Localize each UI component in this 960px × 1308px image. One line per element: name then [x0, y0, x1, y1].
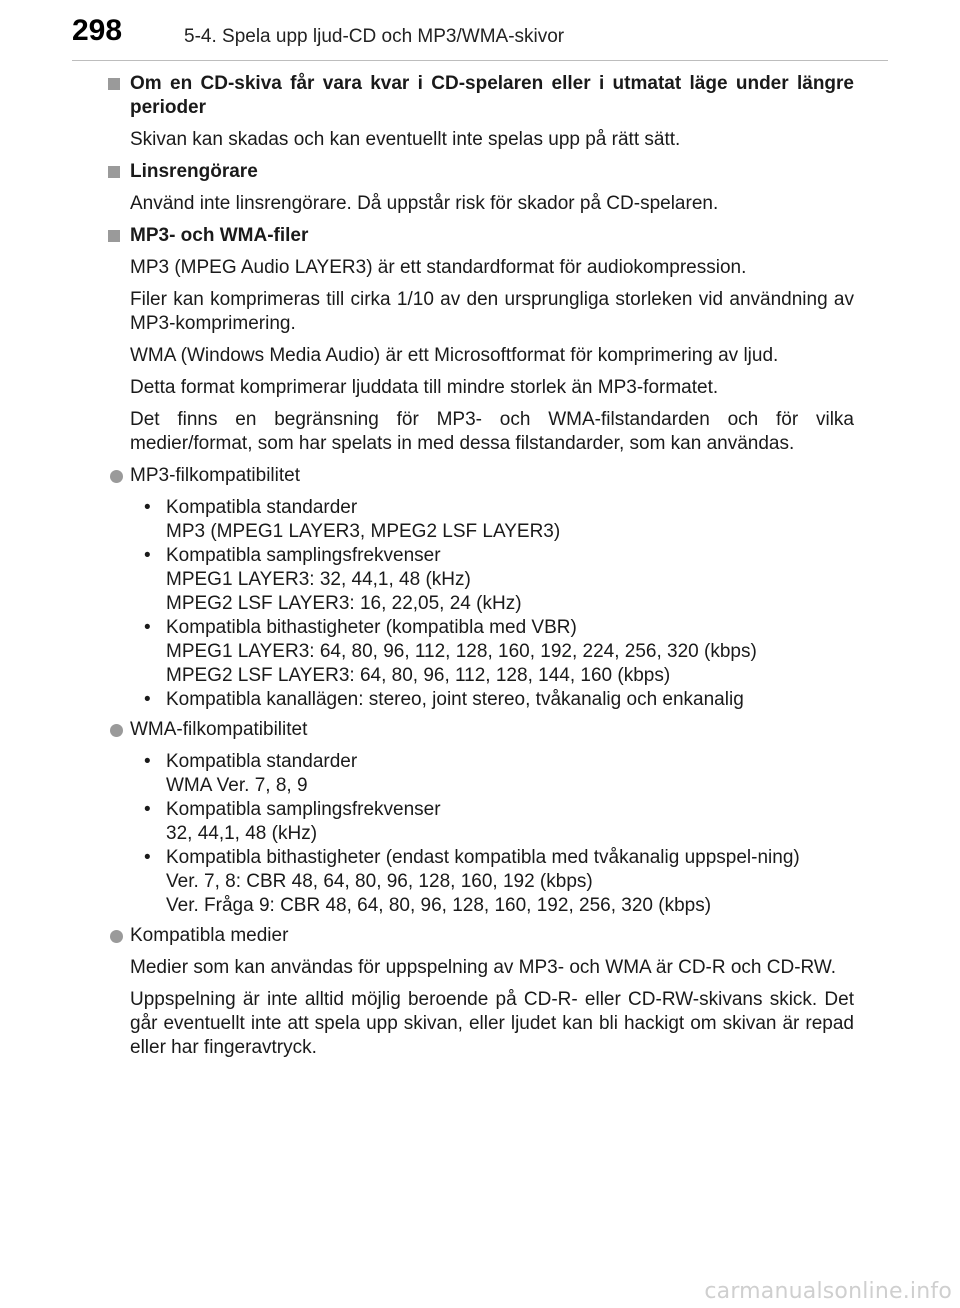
- list-item-detail: MPEG1 LAYER3: 32, 44,1, 48 (kHz): [166, 569, 471, 590]
- list-item: [140, 688, 854, 712]
- dot-bullet-icon: •: [144, 799, 151, 820]
- dot-bullet-icon: •: [144, 497, 151, 518]
- square-bullet-icon: [108, 166, 120, 178]
- circle-bullet-icon: [110, 470, 123, 483]
- page-number: 298: [72, 14, 123, 47]
- section-heading-text: Linsrengörare: [130, 161, 258, 182]
- paragraph: Skivan kan skadas och kan eventuellt inte spelas upp på rätt sätt.: [130, 129, 681, 150]
- page-content: [106, 72, 854, 1068]
- list-item-label: Kompatibla bithastigheter (endast kompatibla med tvåkanalig uppspel-ning): [166, 847, 800, 868]
- paragraph: WMA (Windows Media Audio) är ett Microsoftformat för komprimering av ljud.: [130, 345, 779, 366]
- paragraph: Det finns en begränsning för MP3- och WMA-filstandarden och för vilka medier/format, som har spelats in med dessa filstandarder, som kan användas.: [130, 409, 854, 454]
- paragraph: Medier som kan användas för uppspelning av MP3- och WMA är CD-R och CD-RW.: [130, 957, 837, 978]
- dot-bullet-icon: •: [144, 847, 151, 868]
- circle-bullet-icon: [110, 724, 123, 737]
- list-item-detail: MPEG2 LSF LAYER3: 16, 22,05, 24 (kHz): [166, 593, 522, 614]
- section-heading-text: Om en CD-skiva får vara kvar i CD-spelaren eller i utmatat läge under längre perioder: [130, 73, 854, 118]
- list-item-label: Kompatibla kanallägen: stereo, joint stereo, tvåkanalig och enkanalig: [166, 689, 744, 710]
- subsection-heading-text: WMA-filkompatibilitet: [130, 719, 308, 740]
- paragraph: Uppspelning är inte alltid möjlig beroende på CD-R- eller CD-RW-skivans skick. Det går eventuellt inte att spela upp skivan, eller ljudet kan bli hackigt om skivan är repad eller har fingeravtryck.: [130, 989, 854, 1058]
- subsection-heading: [106, 924, 854, 948]
- list-item: [140, 798, 854, 846]
- section-title: 5-4. Spela upp ljud-CD och MP3/WMA-skivor: [184, 26, 565, 47]
- list-item-detail: MPEG2 LSF LAYER3: 64, 80, 96, 112, 128, 144, 160 (kbps): [166, 665, 671, 686]
- header-divider: [72, 60, 888, 61]
- bullet-list: [106, 750, 854, 918]
- watermark: carmanualsonline.info: [704, 1279, 952, 1304]
- list-item-label: Kompatibla samplingsfrekvenser: [166, 545, 441, 566]
- wma-compatibility: [106, 718, 854, 918]
- dot-bullet-icon: •: [144, 751, 151, 772]
- list-item-detail: Ver. 7, 8: CBR 48, 64, 80, 96, 128, 160, 192 (kbps): [166, 871, 593, 892]
- list-item-detail: MP3 (MPEG1 LAYER3, MPEG2 LSF LAYER3): [166, 521, 561, 542]
- list-item-label: Kompatibla standarder: [166, 751, 358, 772]
- list-item: [140, 616, 854, 688]
- subsection-heading: [106, 464, 854, 488]
- circle-bullet-icon: [110, 930, 123, 943]
- list-item-detail: 32, 44,1, 48 (kHz): [166, 823, 318, 844]
- section-mp3-wma-files: [106, 224, 854, 456]
- list-item: [140, 496, 854, 544]
- list-item: [140, 846, 854, 918]
- list-item-detail: Ver. Fråga 9: CBR 48, 64, 80, 96, 128, 160, 192, 256, 320 (kbps): [166, 895, 712, 916]
- dot-bullet-icon: •: [144, 689, 151, 710]
- list-item-label: Kompatibla standarder: [166, 497, 358, 518]
- section-cd-left-in-player: [106, 72, 854, 152]
- section-heading: [106, 160, 854, 184]
- list-item-detail: MPEG1 LAYER3: 64, 80, 96, 112, 128, 160, 192, 224, 256, 320 (kbps): [166, 641, 757, 662]
- dot-bullet-icon: •: [144, 617, 151, 638]
- paragraph: Filer kan komprimeras till cirka 1/10 av den ursprungliga storleken vid användning av MP3-komprimering.: [130, 289, 854, 334]
- list-item-label: Kompatibla samplingsfrekvenser: [166, 799, 441, 820]
- list-item: [140, 544, 854, 616]
- paragraph: Använd inte linsrengörare. Då uppstår risk för skador på CD-spelaren.: [130, 193, 719, 214]
- list-item-detail: WMA Ver. 7, 8, 9: [166, 775, 308, 796]
- subsection-heading: [106, 718, 854, 742]
- dot-bullet-icon: •: [144, 545, 151, 566]
- section-heading: [106, 72, 854, 120]
- compatible-media: [106, 924, 854, 1060]
- page-header: [0, 0, 960, 60]
- mp3-compatibility: [106, 464, 854, 712]
- section-heading-text: MP3- och WMA-filer: [130, 225, 309, 246]
- section-lens-cleaner: [106, 160, 854, 216]
- square-bullet-icon: [108, 230, 120, 242]
- subsection-heading-text: MP3-filkompatibilitet: [130, 465, 300, 486]
- square-bullet-icon: [108, 78, 120, 90]
- paragraph: Detta format komprimerar ljuddata till mindre storlek än MP3-formatet.: [130, 377, 719, 398]
- paragraph: MP3 (MPEG Audio LAYER3) är ett standardformat för audiokompression.: [130, 257, 747, 278]
- section-heading: [106, 224, 854, 248]
- list-item: [140, 750, 854, 798]
- list-item-label: Kompatibla bithastigheter (kompatibla med VBR): [166, 617, 577, 638]
- subsection-heading-text: Kompatibla medier: [130, 925, 289, 946]
- bullet-list: [106, 496, 854, 712]
